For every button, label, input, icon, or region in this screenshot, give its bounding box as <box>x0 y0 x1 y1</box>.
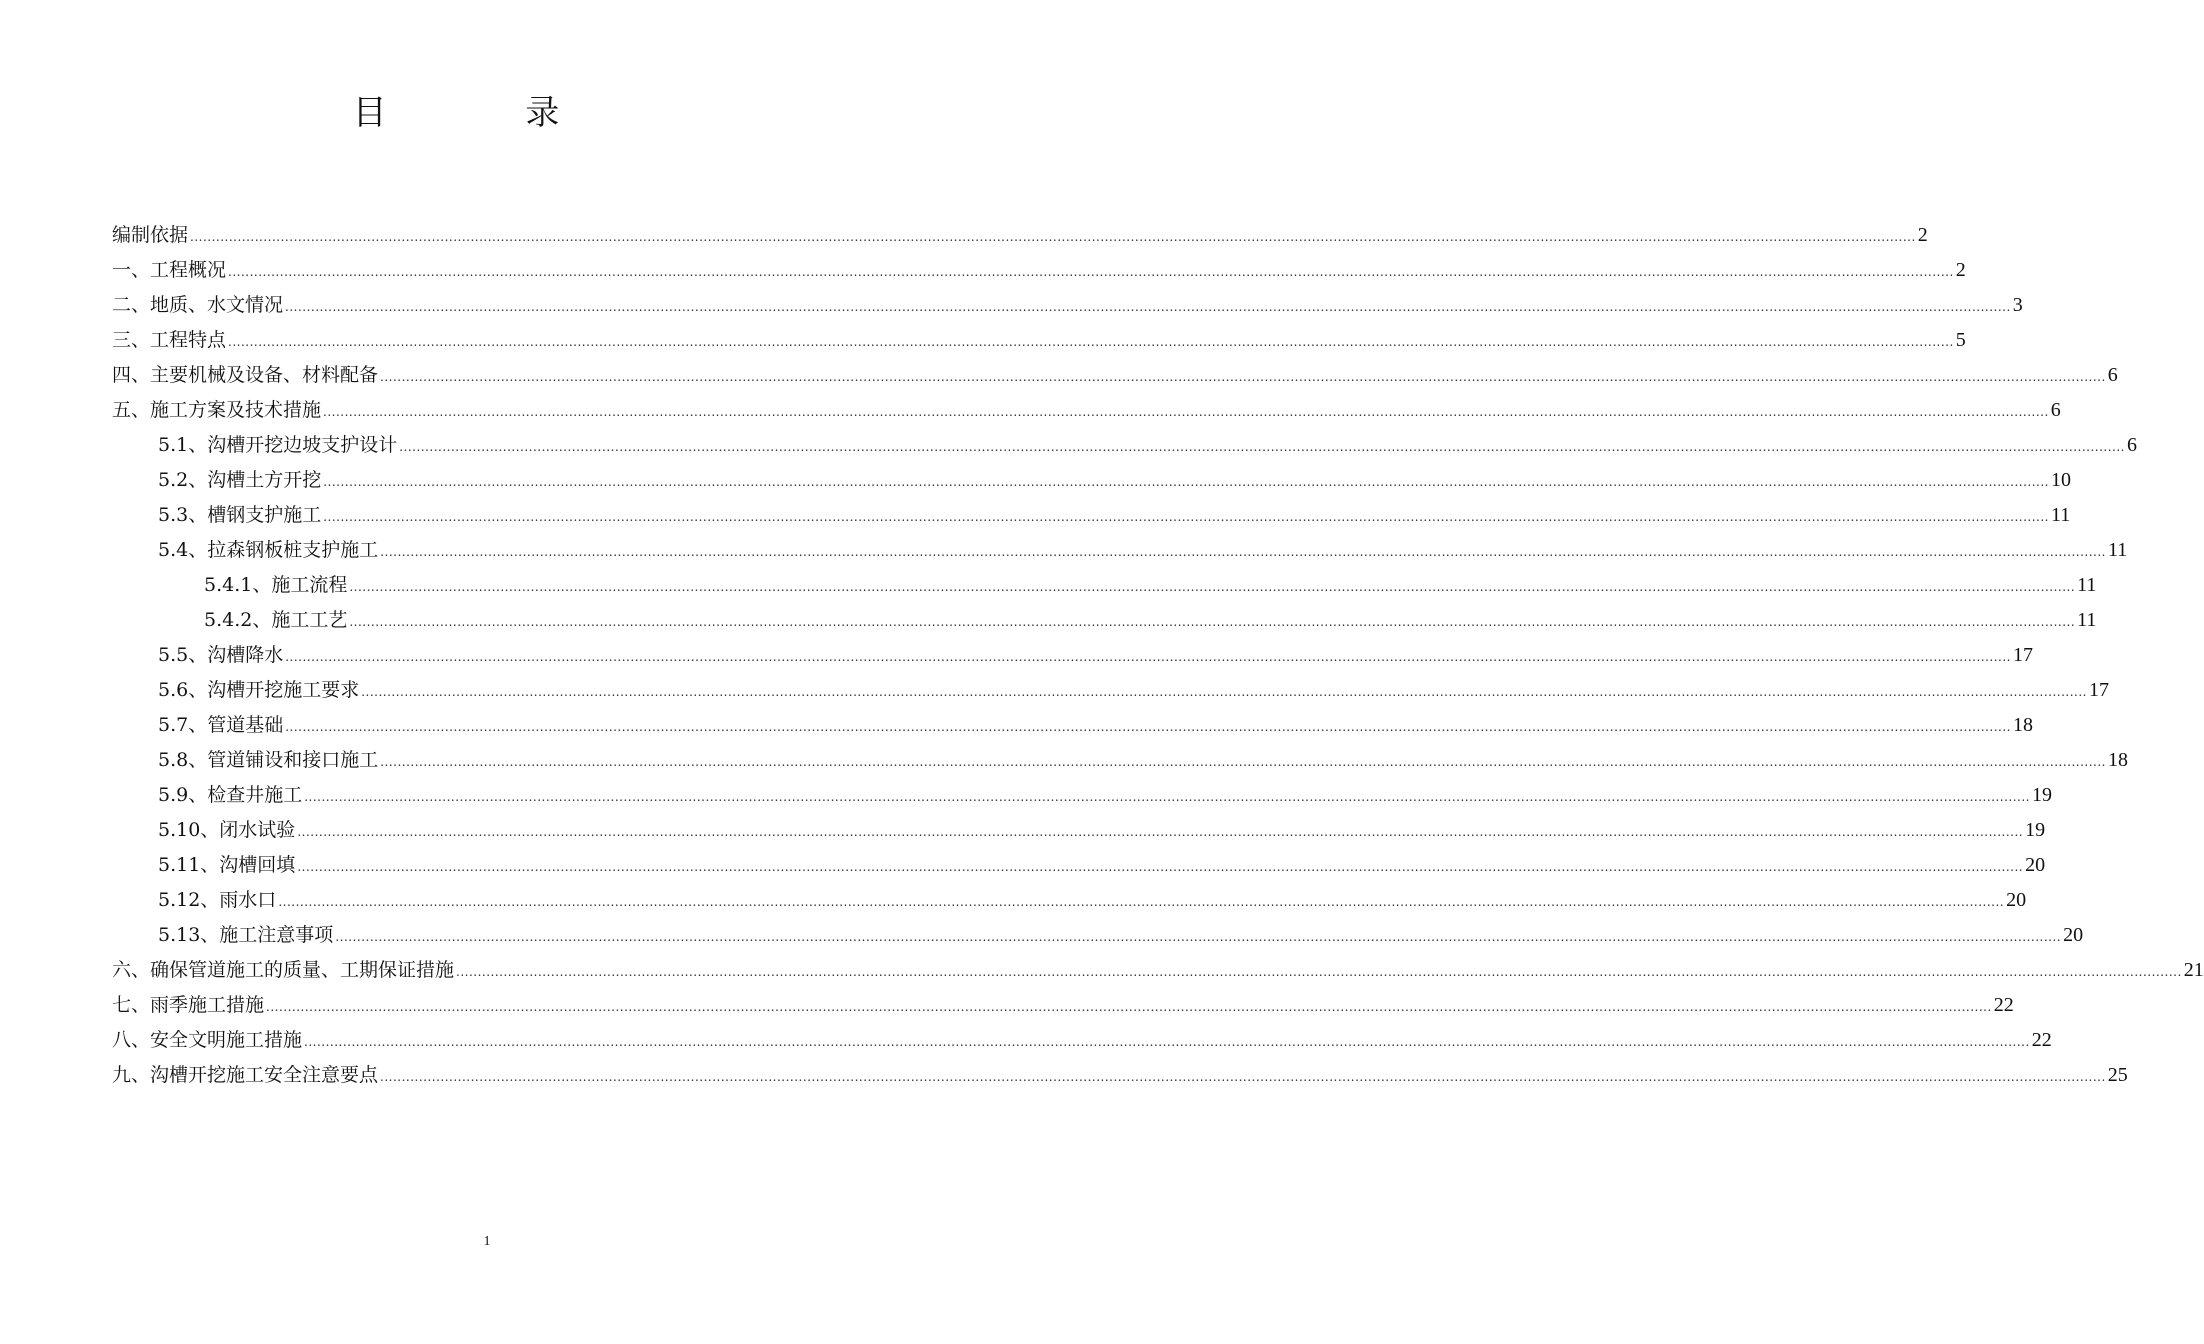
toc-entry-page: 6 <box>2127 434 2137 456</box>
toc-leader-dots: ................................................................................................................................................................................................................................................................................................................................................................................................................ <box>297 825 2024 839</box>
toc-leader-dots: ................................................................................................................................................................................................................................................................................................................................................................................................................ <box>285 300 2011 314</box>
toc-entry-page: 5 <box>1955 329 1966 351</box>
toc-entry[interactable] <box>112 1058 2128 1093</box>
toc-entry-page: 17 <box>2013 644 2033 666</box>
toc-entry[interactable] <box>158 918 2084 953</box>
toc-entry[interactable] <box>112 953 2204 988</box>
toc-entry-page: 18 <box>2108 749 2128 771</box>
toc-entry-title: 5.7、管道基础 <box>158 714 284 736</box>
toc-leader-dots: ................................................................................................................................................................................................................................................................................................................................................................................................................ <box>285 720 2011 734</box>
toc-entry-title: 二、地质、水文情况 <box>112 294 284 316</box>
toc-entry[interactable] <box>158 463 2071 498</box>
toc-entry[interactable] <box>158 708 2033 743</box>
toc-entry[interactable] <box>158 743 2128 778</box>
toc-leader-dots: ................................................................................................................................................................................................................................................................................................................................................................................................................ <box>380 370 2106 384</box>
toc-entry[interactable] <box>204 603 2097 638</box>
toc-leader-dots: ................................................................................................................................................................................................................................................................................................................................................................................................................ <box>323 475 2049 489</box>
toc-leader-dots: ................................................................................................................................................................................................................................................................................................................................................................................................................ <box>380 1070 2106 1084</box>
toc-entry-title: 5.2、沟槽土方开挖 <box>158 469 322 491</box>
toc-entry[interactable] <box>158 673 2109 708</box>
toc-leader-dots: ................................................................................................................................................................................................................................................................................................................................................................................................................ <box>297 860 2024 874</box>
toc-entry-page: 11 <box>2077 609 2097 631</box>
toc-leader-dots: ................................................................................................................................................................................................................................................................................................................................................................................................................ <box>456 965 2182 979</box>
toc-leader-dots: ................................................................................................................................................................................................................................................................................................................................................................................................................ <box>380 545 2106 559</box>
toc-entry-page: 11 <box>2077 574 2097 596</box>
toc-entry-page: 11 <box>2051 504 2071 526</box>
toc-entry[interactable] <box>158 848 2046 883</box>
toc-entry-page: 22 <box>1993 994 2014 1016</box>
toc-entry-title: 5.9、检查井施工 <box>158 784 303 806</box>
toc-entry-page: 20 <box>2063 924 2084 946</box>
toc-leader-dots: ................................................................................................................................................................................................................................................................................................................................................................................................................ <box>349 615 2076 629</box>
toc-entry-page: 19 <box>2032 784 2052 806</box>
toc-entry-page: 11 <box>2108 539 2128 561</box>
toc-entry[interactable] <box>112 988 2014 1023</box>
toc-entry-title: 三、工程特点 <box>112 329 227 351</box>
toc-entry-page: 10 <box>2051 469 2071 491</box>
toc-leader-dots: ................................................................................................................................................................................................................................................................................................................................................................................................................ <box>323 510 2049 524</box>
toc-entry[interactable] <box>158 428 2137 463</box>
toc-entry-page: 6 <box>2050 399 2061 421</box>
toc-leader-dots: ................................................................................................................................................................................................................................................................................................................................................................................................................ <box>323 405 2049 419</box>
page-number: 1 <box>483 1234 491 1249</box>
toc-entry-page: 25 <box>2107 1064 2128 1086</box>
toc-entry[interactable] <box>158 813 2046 848</box>
toc-leader-dots: ................................................................................................................................................................................................................................................................................................................................................................................................................ <box>399 440 2125 454</box>
toc-entry[interactable] <box>158 533 2128 568</box>
toc-entry-title: 5.4、拉森钢板桩支护施工 <box>158 539 379 561</box>
toc-entry-title: 5.4.1、施工流程 <box>204 574 348 596</box>
toc-entry-page: 20 <box>2006 889 2027 911</box>
toc-entry-page: 2 <box>1917 224 1928 246</box>
toc-entry-title: 五、施工方案及技术措施 <box>112 399 322 421</box>
toc-leader-dots: ................................................................................................................................................................................................................................................................................................................................................................................................................ <box>285 650 2011 664</box>
toc-entry[interactable] <box>112 1023 2052 1058</box>
toc-entry[interactable] <box>112 323 1966 358</box>
toc-entry-title: 5.6、沟槽开挖施工要求 <box>158 679 360 701</box>
toc-entry[interactable] <box>112 288 2023 323</box>
toc-entry-title: 5.11、沟槽回填 <box>158 854 296 876</box>
toc-entry-page: 3 <box>2012 294 2023 316</box>
toc-entry-title: 5.12、雨水口 <box>158 889 277 911</box>
toc-entry-page: 21 <box>2183 959 2204 981</box>
toc-entry-page: 18 <box>2013 714 2033 736</box>
toc-leader-dots: ................................................................................................................................................................................................................................................................................................................................................................................................................ <box>304 790 2030 804</box>
toc-entry[interactable] <box>158 883 2027 918</box>
toc-leader-dots: ................................................................................................................................................................................................................................................................................................................................................................................................................ <box>380 755 2106 769</box>
toc-entry[interactable] <box>112 358 2118 393</box>
toc-entry-title: 5.10、闭水试验 <box>158 819 296 841</box>
toc-entry-title: 一、工程概况 <box>112 259 227 281</box>
toc-entry-title: 七、雨季施工措施 <box>112 994 265 1016</box>
toc-entry-page: 17 <box>2089 679 2109 701</box>
toc-entry-page: 22 <box>2031 1029 2052 1051</box>
toc-entry-title: 编制依据 <box>112 224 189 246</box>
toc-entry-title: 5.1、沟槽开挖边坡支护设计 <box>158 434 398 456</box>
toc-leader-dots: ................................................................................................................................................................................................................................................................................................................................................................................................................ <box>228 335 1954 349</box>
toc-entry[interactable] <box>112 253 1966 288</box>
toc-entry-title: 5.4.2、施工工艺 <box>204 609 348 631</box>
toc-entry-title: 5.8、管道铺设和接口施工 <box>158 749 379 771</box>
toc-entry-page: 19 <box>2025 819 2046 841</box>
toc-leader-dots: ................................................................................................................................................................................................................................................................................................................................................................................................................ <box>335 930 2062 944</box>
toc-entry-title: 九、沟槽开挖施工安全注意要点 <box>112 1064 379 1086</box>
toc-entry[interactable] <box>204 568 2097 603</box>
toc-entry-page: 6 <box>2107 364 2118 386</box>
toc-entry-page: 20 <box>2025 854 2046 876</box>
toc-entry-title: 5.5、沟槽降水 <box>158 644 284 666</box>
page-title: 目 录 <box>352 93 624 133</box>
toc-leader-dots: ................................................................................................................................................................................................................................................................................................................................................................................................................ <box>228 265 1954 279</box>
toc-leader-dots: ................................................................................................................................................................................................................................................................................................................................................................................................................ <box>304 1035 2030 1049</box>
toc-entry[interactable] <box>158 498 2071 533</box>
toc-entry-title: 5.3、槽钢支护施工 <box>158 504 322 526</box>
toc-entry[interactable] <box>158 638 2033 673</box>
toc-entry[interactable] <box>112 393 2061 428</box>
toc-entry[interactable] <box>158 778 2052 813</box>
toc-entry-title: 八、安全文明施工措施 <box>112 1029 303 1051</box>
toc-leader-dots: ................................................................................................................................................................................................................................................................................................................................................................................................................ <box>190 230 1916 244</box>
toc-leader-dots: ................................................................................................................................................................................................................................................................................................................................................................................................................ <box>349 580 2076 594</box>
toc-entry[interactable] <box>112 218 1928 253</box>
toc-entry-title: 六、确保管道施工的质量、工期保证措施 <box>112 959 455 981</box>
toc-entry-page: 2 <box>1955 259 1966 281</box>
toc-leader-dots: ................................................................................................................................................................................................................................................................................................................................................................................................................ <box>361 685 2087 699</box>
toc-leader-dots: ................................................................................................................................................................................................................................................................................................................................................................................................................ <box>278 895 2005 909</box>
toc-leader-dots: ................................................................................................................................................................................................................................................................................................................................................................................................................ <box>266 1000 1992 1014</box>
toc-entry-title: 四、主要机械及设备、材料配备 <box>112 364 379 386</box>
toc-entry-title: 5.13、施工注意事项 <box>158 924 334 946</box>
